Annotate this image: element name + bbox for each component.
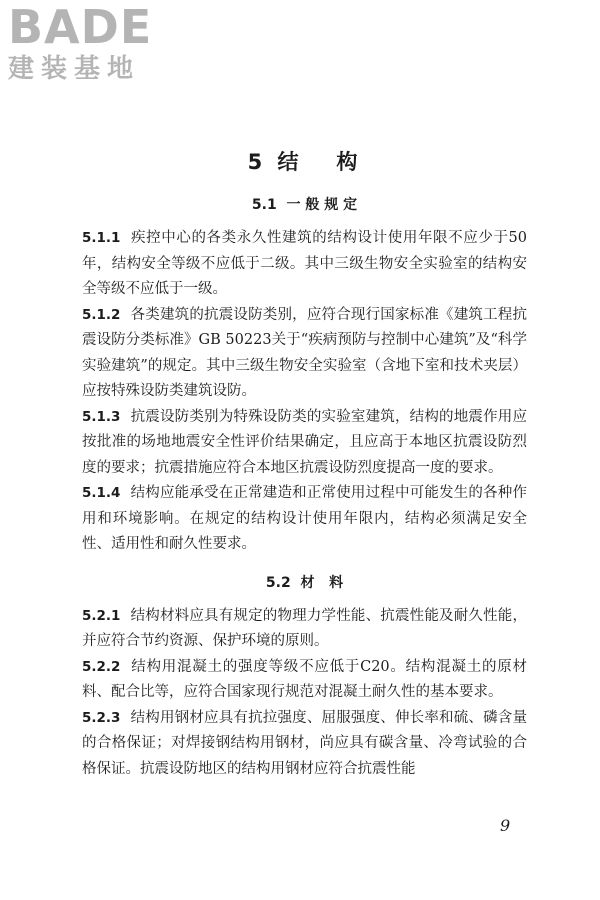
clause: [82, 706, 527, 783]
page-content: [82, 138, 527, 782]
clause-number: 5.1.4: [82, 485, 121, 501]
clause-text: 结构材料应具有规定的物理力学性能、抗震性能及耐久性能，并应符合节约资源、保护环境的原则。: [82, 607, 527, 649]
watermark-subtitle: 建装基地: [8, 54, 141, 84]
section-title: 5.2 材 料: [265, 574, 344, 591]
clause: [82, 303, 527, 405]
clause: [82, 655, 527, 706]
page-number: 9: [500, 816, 511, 835]
watermark-logo: [8, 2, 178, 84]
clause-number: 5.2.3: [82, 709, 121, 726]
clause-number: 5.1.1: [82, 230, 121, 246]
clause-number: 5.2.1: [82, 607, 121, 624]
clause-text: 结构用钢材应具有抗拉强度、屈服强度、伸长率和硫、磷含量的合格保证；对焊接钢结构用钢材，尚应具有碳含量、冷弯试验的合格保证。抗震设防地区的结构用钢材应符合抗震性能: [82, 709, 527, 777]
clause-text: 抗震设防类别为特殊设防类的实验室建筑，结构的地震作用应按批准的场地地震安全性评价结果确定，且应高于本地区抗震设防烈度的要求；抗震措施应符合本地区抗震设防烈度提高一度的要求。: [82, 408, 527, 476]
clause-text: 结构用混凝土的强度等级不应低于C20。结构混凝土的原材料、配合比等，应符合国家现行规范对混凝土耐久性的基本要求。: [82, 658, 527, 700]
section-title: 5.1 一 般 规 定: [251, 197, 358, 213]
clause-number: 5.1.3: [82, 408, 121, 425]
clause-number: 5.2.2: [82, 658, 121, 675]
clause-text: 疾控中心的各类永久性建筑的结构设计使用年限不应少于50年，结构安全等级不应低于二级。其中三级生物安全实验室的结构安全等级不应低于一级。: [82, 230, 527, 297]
clause-number: 5.1.2: [82, 306, 121, 323]
clause: [82, 481, 527, 558]
clause: [82, 604, 527, 655]
clause-text: 各类建筑的抗震设防类别，应符合现行国家标准《建筑工程抗震设防分类标准》GB 50223关于“疾病预防与控制中心建筑”及“科学实验建筑”的规定。其中三级生物安全实验室（含地下室和技术夹层）应按特殊设防类建筑设防。: [82, 306, 527, 399]
clause: [82, 226, 527, 303]
clause: [82, 405, 527, 482]
clause-text: 结构应能承受在正常建造和正常使用过程中可能发生的各种作用和环境影响。在规定的结构设计使用年限内，结构必须满足安全性、适用性和耐久性要求。: [82, 485, 527, 552]
chapter-title: 5 结 构: [247, 150, 362, 174]
watermark-brand: BADE: [8, 0, 153, 54]
